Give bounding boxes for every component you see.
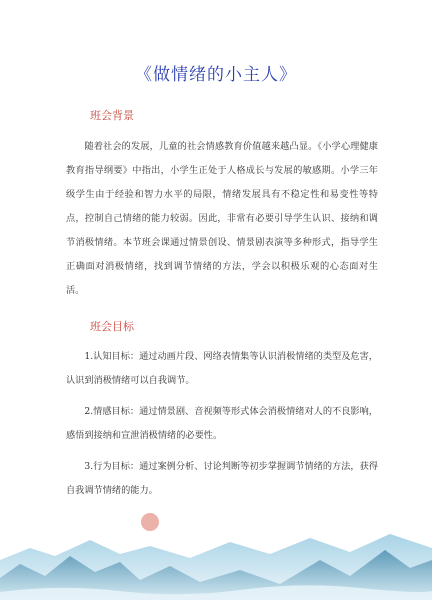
goal-item-behavioral: 3.行为目标：通过案例分析、讨论判断等初步掌握调节情绪的方法，获得自我调节情绪的能力。 xyxy=(66,461,378,496)
red-sun-icon xyxy=(141,513,159,531)
goal-item-cognitive: 1.认知目标：通过动画片段、网络表情集等认识消极情绪的类型及危害，认识到消极情绪可以自我调节。 xyxy=(66,351,378,386)
background-paragraph: 随着社会的发展，儿童的社会情感教育价值越来越凸显。《小学心理健康教育指导纲要》中指出，小学生正处于人格成长与发展的敏感期。小学三年级学生由于经验和智力水平的局限，情绪发展具有不稳定性和易变性等特点，控制自己情绪的能力较弱。因此，非常有必要引导学生认识、接纳和调节消极情绪。本节班会课通过情景创设、情景剧表演等多种形式，指导学生正确面对消极情绪，找到调节情绪的方法，学会以积极乐观的心态面对生活。 xyxy=(66,141,378,296)
section-heading-goals: 班会目标 xyxy=(90,320,134,333)
section-heading-background: 班会背景 xyxy=(90,109,134,122)
goal-item-emotional: 2.情感目标：通过情景剧、音视频等形式体会消极情绪对人的不良影响，感悟到接纳和宣泄消极情绪的必要性。 xyxy=(66,406,378,441)
document-title: 《做情绪的小主人》 xyxy=(135,65,297,85)
ink-mountain-illustration xyxy=(0,490,432,600)
